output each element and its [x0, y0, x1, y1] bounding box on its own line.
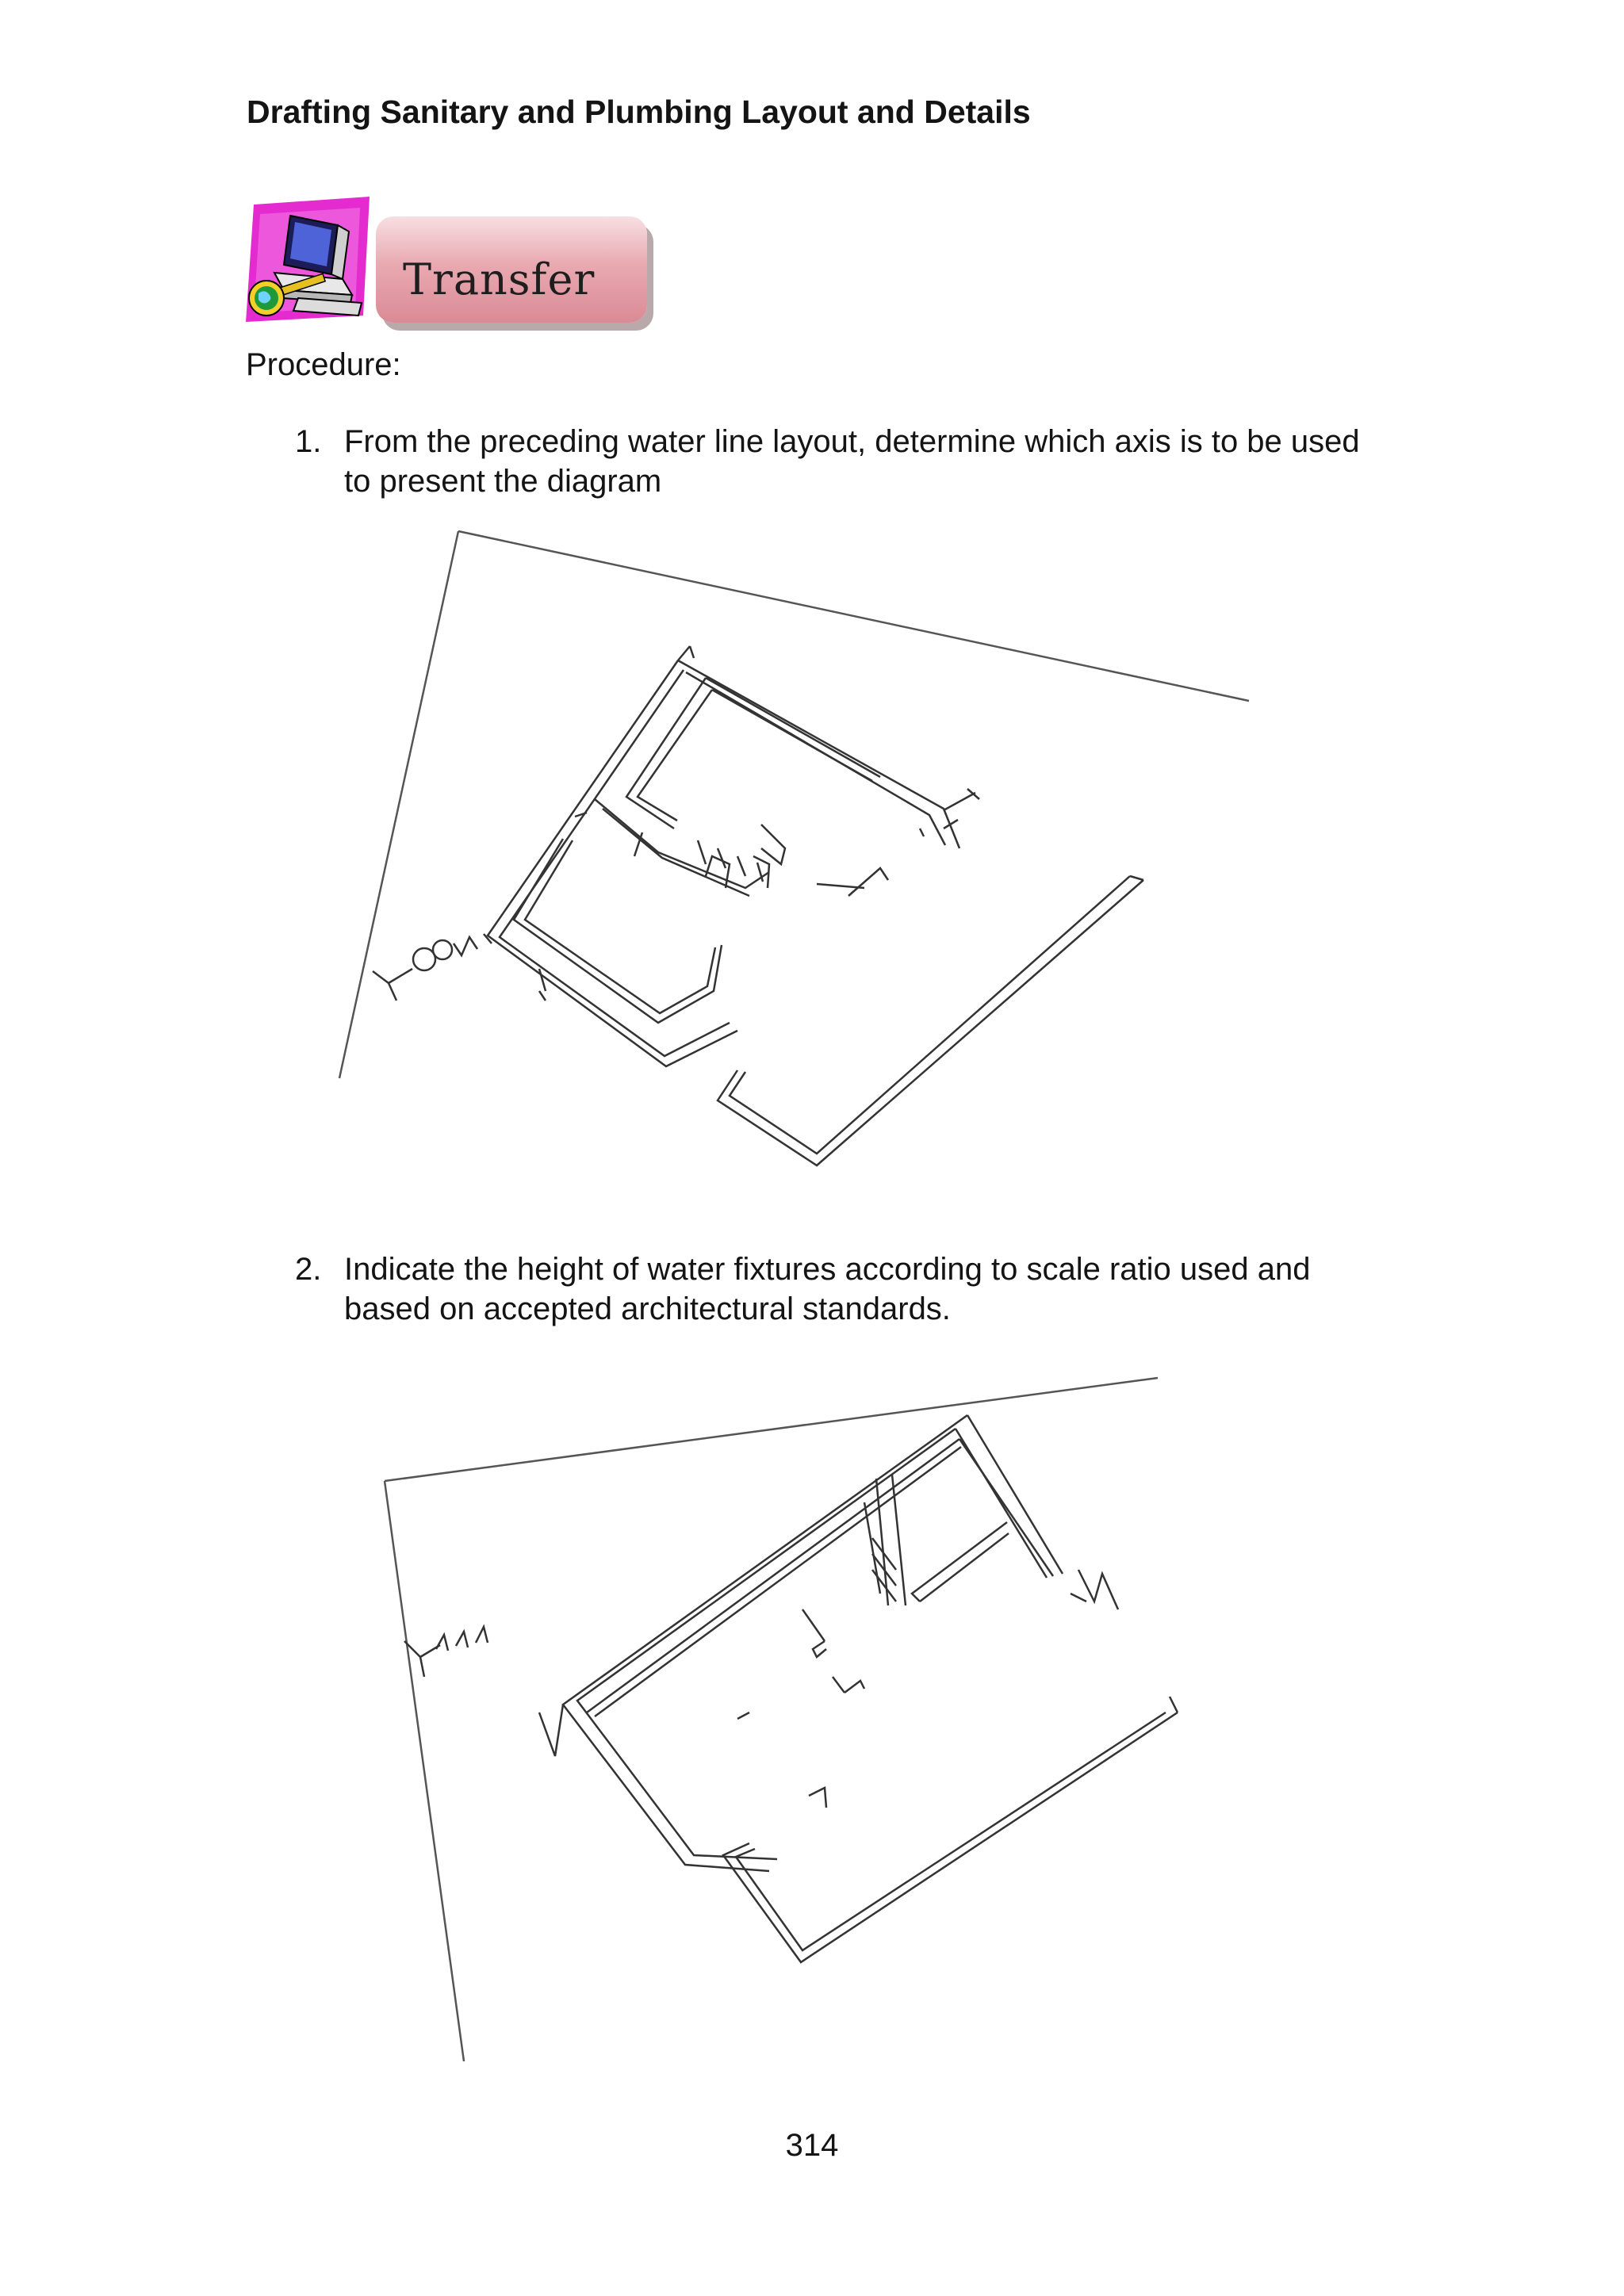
procedure-heading: Procedure:: [246, 347, 401, 382]
step-text-line-2: to present the diagram: [344, 464, 662, 499]
step-number: 2.: [295, 1252, 322, 1287]
computer-key-icon: [243, 197, 374, 325]
procedure-step-1: [295, 422, 1405, 509]
procedure-step-2: [295, 1249, 1405, 1337]
page-number: 314: [785, 2128, 839, 2163]
section-badge-label: Transfer: [403, 254, 596, 304]
step-text-line-1: From the preceding water line layout, determine which axis is to be used: [344, 424, 1360, 459]
step-text-line-1: Indicate the height of water fixtures according to scale ratio used and: [344, 1252, 1311, 1287]
figure-water-fixtures-height-layout: [262, 1364, 1285, 2085]
page-title: Drafting Sanitary and Plumbing Layout and Details: [247, 94, 1031, 130]
step-number: 1.: [295, 424, 322, 459]
section-badge: [376, 216, 647, 323]
figure-water-line-layout: [262, 515, 1285, 1253]
step-text-line-2: based on accepted architectural standards.: [344, 1292, 951, 1326]
